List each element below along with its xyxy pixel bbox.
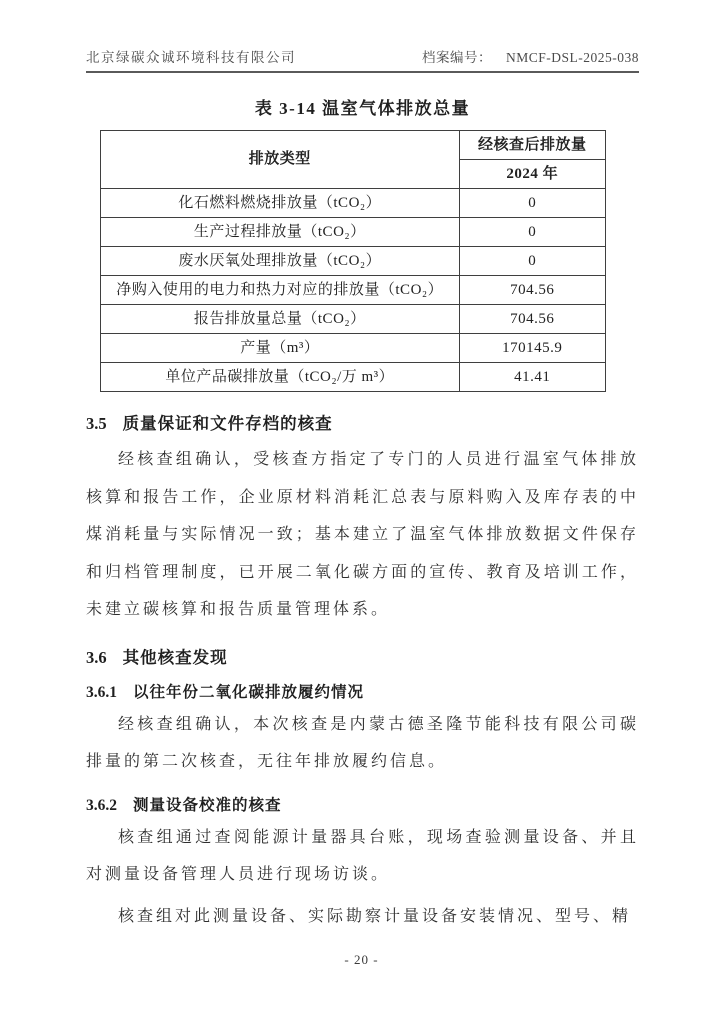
col-header-emission-type: 排放类型: [101, 131, 460, 189]
table-row: [101, 363, 606, 392]
page-number: - 20 -: [344, 952, 379, 967]
table-header-row-1: [101, 131, 606, 160]
section-heading-3-5: [86, 410, 639, 434]
col-header-year: 2024 年: [459, 160, 605, 189]
section-title: 以往年份二氧化碳排放履约情况: [133, 683, 365, 701]
paragraph-3-5: 经核查组确认，受核查方指定了专门的人员进行温室气体排放核算和报告工作，企业原材料消耗汇总表与原料购入及库存表的中煤消耗量与实际情况一致；基本建立了温室气体排放数据文件保存和归档管理制度，已开展二氧化碳方面的宣传、教育及培训工作，未建立碳核算和报告质量管理体系。: [86, 451, 639, 618]
table-row: [101, 189, 606, 218]
row-value: 704.56: [459, 305, 605, 334]
row-value: 704.56: [459, 276, 605, 305]
section-title: 其他核查发现: [122, 647, 228, 667]
row-value: 0: [459, 189, 605, 218]
row-label: 生产过程排放量（tCO₂）: [101, 218, 460, 247]
page-content: [86, 0, 639, 935]
col-header-verified-emissions: 经核查后排放量: [459, 131, 605, 160]
archive-number-group: [422, 46, 639, 66]
table-row: [101, 334, 606, 363]
document-header: [86, 0, 639, 73]
table-row: [101, 218, 606, 247]
table-row: [101, 305, 606, 334]
row-label: 产量（m³）: [101, 334, 460, 363]
row-label: 净购入使用的电力和热力对应的排放量（tCO₂）: [101, 276, 460, 305]
section-heading-3-6: [86, 644, 639, 668]
section-title: 质量保证和文件存档的核查: [122, 414, 333, 433]
archive-number: NMCF-DSL-2025-038: [505, 50, 639, 65]
row-value: 0: [459, 218, 605, 247]
row-value: 41.41: [459, 363, 605, 392]
section-number: 3.5: [86, 414, 107, 433]
row-value: 170145.9: [459, 334, 605, 363]
archive-label: 档案编号：: [421, 50, 492, 65]
row-label: 单位产品碳排放量（tCO₂/万 m³）: [101, 363, 460, 392]
section-number: 3.6.2: [86, 796, 117, 814]
row-label: 报告排放量总量（tCO₂）: [101, 305, 460, 334]
table-row: [101, 276, 606, 305]
section-heading-3-6-1: [86, 680, 639, 702]
row-label: 化石燃料燃烧排放量（tCO₂）: [101, 189, 460, 218]
row-value: 0: [459, 247, 605, 276]
paragraph-3-6-2-a: 核查组通过查阅能源计量器具台账，现场查验测量设备、并且对测量设备管理人员进行现场访谈。: [86, 828, 639, 883]
company-name: 北京绿碳众诚环境科技有限公司: [86, 50, 296, 65]
table-title: 表 3-14 温室气体排放总量: [254, 99, 471, 118]
section-number: 3.6: [86, 647, 107, 667]
paragraph-3-6-1: 经核查组确认，本次核查是内蒙古德圣隆节能科技有限公司碳排量的第二次核查，无往年排放履约信息。: [86, 715, 639, 770]
emissions-table: [100, 130, 606, 392]
row-label: 废水厌氧处理排放量（tCO₂）: [101, 247, 460, 276]
section-heading-3-6-2: [86, 793, 639, 815]
paragraph-3-6-2-b: 核查组对此测量设备、实际勘察计量设备安装情况、型号、精: [118, 907, 632, 925]
table-row: [101, 247, 606, 276]
section-title: 测量设备校准的核查: [133, 796, 282, 814]
section-number: 3.6.1: [86, 683, 117, 701]
